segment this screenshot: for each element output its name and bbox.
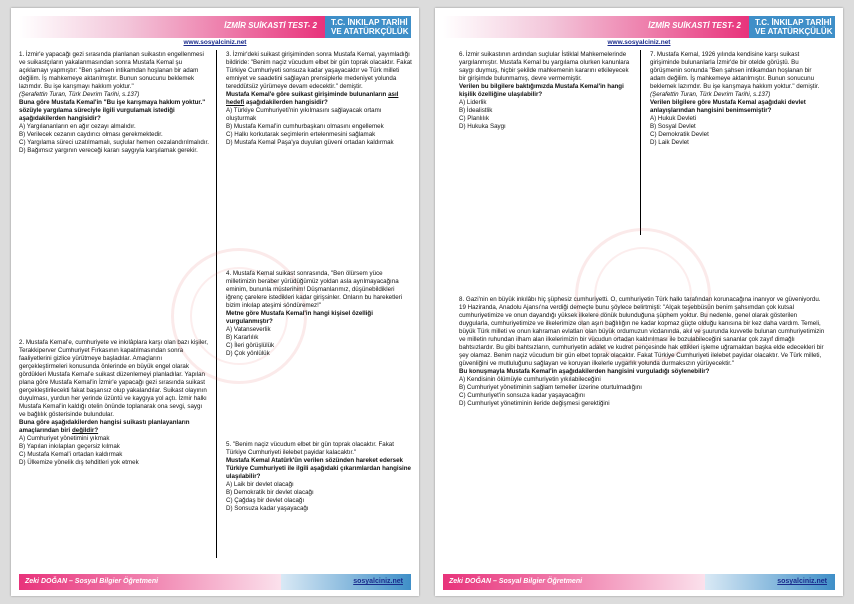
question-2-prompt-main: Buna göre aşağıdakilerden hangisi suikastı planlayanların amaçlarından biri — [19, 419, 190, 434]
question-4-text: 4. Mustafa Kemal suikast sonrasında, "Ben ölürsem yüce milletimizin beraber yürüdüğümüz yoldan asla ayrılmayacağına eminim, bununla müsterihim! Düşmanlarımız, düşünebildikleri iğrenç çarelere istedikleri kadar girişsinler. Onların bu hareketleri bizim inkılap ateşimi söndüremez!" — [226, 270, 403, 309]
option-c[interactable]: C) Planlılık — [459, 115, 489, 122]
option-d[interactable]: D) Bağımsız yargının vereceği kararı saygıyla karşılamak gerekir. — [19, 147, 198, 154]
option-c[interactable]: C) İleri görüşlülük — [226, 342, 275, 349]
option-b[interactable]: B) Verilecek cezanın caydırıcı olması gerekmektedir. — [19, 131, 163, 138]
page-right — [435, 8, 843, 596]
question-5-prompt: Mustafa Kemal Atatürk'ün verilen sözünden hareket edersek Türkiye Cumhuriyeti ile ilgili aşağıdaki çıkarımlardan hangisine ulaşılabilir? — [226, 457, 411, 480]
option-d[interactable]: D) Mustafa Kemal Paşa'ya duyulan güveni ortadan kaldırmak — [226, 139, 394, 146]
question-6-text: 6. İzmir suikastının ardından suçlular İstiklal Mahkemelerinde yargılanmıştır. Mustafa Kemal bu yargılama olurken kanunlara saygı duymuş, hiçbir şekilde mahkemenin kararını etkileyecek bir girişimde bulunmamış, devre vermemiştir. — [459, 51, 630, 82]
question-8-text: 8. Gazi'nin en büyük inkılâbı hiç şüphesiz cumhuriyetti. O, cumhuriyetin Türk halkı tarafından korunacağına inanıyor ve güveniyordu. 19 Haziranda, Anadolu Ajansı'na verdiği demeçte bunu şöylece belirtmişti: "Alçak teşebbüsün benim şahsımdan çok kutsal cumhuriyetimize ve onun dayandığı yüksek ilkelere dönük bulunduğuna şüphem yoktur. Bu nedenle, genel olarak gösterilen duygularla, cumhuriyetimize ve ilkelerimize olan aşırı bağlılığın ne kadar kopmaz güçte olduğu kanısına bir kez daha vardım. Temeli, büyük Türk milleti ve onun kahraman evlatları olan büyük ordumuzun vicdanında, akıl ve şuurunda kuvvetle bulunan cumhuriyetimizin ve milletin ruhundan ilham alan ilkelerimizin bir vücudun ortadan kaldırılması ile bozulabileceğini sananlar çok zayıf dimağlı bahtsızlardır. Bu gibi bahtsızların, cumhuriyetin adalet ve kudret pençesinde hak ettikleri işleme uğramaktan başka elde edecekleri bir şey olamaz. Benim naçiz vücudum bir gün elbet toprak olacaktır. Fakat Türkiye Cumhuriyeti ilelebet payidar olacaktır. Ve Türk milleti, güvenliğini ve mutluluğunu sağlayan ve koruyan ilkelerle uygarlık yolunda durmaksızın yürüyecektir." — [459, 296, 825, 367]
page-footer — [19, 574, 411, 590]
question-7-source: (Şerafettin Turan, Türk Devrim Tarihi, s.137) — [650, 91, 771, 98]
test-title: İZMİR SUİKASTİ TEST- 2 — [19, 16, 325, 38]
option-a[interactable]: A) Yargılananların en ağır cezayı almalıdır. — [19, 123, 136, 130]
footer-site-link[interactable]: sosyalciniz.net — [705, 574, 835, 590]
option-a[interactable]: A) Laik bir devlet olacağı — [226, 481, 294, 488]
footer-site-link[interactable]: sosyalciniz.net — [281, 574, 411, 590]
option-d[interactable]: D) Çok yönlülük — [226, 350, 270, 357]
course-title-line1: T.C. İNKILAP TARİHİ — [755, 18, 832, 27]
option-c[interactable]: C) Cumhuriyet'in sonsuza kadar yaşayacağını — [459, 392, 586, 399]
question-1-text: 1. İzmir'e yapacağı gezi sırasında planlanan suikastın engellenmesi ve suikastçıların yakalanmasından sonra Mustafa Kemal şu açıklamayı yapmıştır: "Ben şahsen intikamdan hoşlanan bir adam değilim. İş mahkemeye aktarılmıştır. Bunun sonucunu beklemek lazımdır. Bu işe karışmayı hakkım yoktur." — [19, 51, 204, 90]
question-7-prompt: Verilen bilgilere göre Mustafa Kemal aşağıdaki devlet anlayışlarından hangisini benimsemiştir? — [650, 99, 806, 114]
question-3-text: 3. İzmir'deki suikast girişiminden sonra Mustafa Kemal, yayımladığı bildiride: "Benim naçiz vücudum elbet bir gün toprak olacaktır. Fakat Türkiye Cumhuriyeti sonsuza kadar yaşayacaktır ve Türk milleti emniyet ve saadetini sağlayan prensiplerle medeniyet yolunda tereddütsüz yürümeye devam edecektir." demiştir. — [226, 51, 412, 90]
course-title-line1: T.C. İNKILAP TARİHİ — [331, 18, 408, 27]
question-3 — [226, 51, 412, 147]
question-3-key-phrase: asıl hedefi — [226, 91, 399, 106]
question-2-prompt — [19, 419, 209, 435]
question-4 — [226, 270, 412, 358]
option-b[interactable]: B) Cumhuriyet yönetiminin sağlam temeller üzerine oturtulmadığını — [459, 384, 642, 391]
option-d[interactable]: D) Laik Devlet — [650, 139, 689, 146]
page-footer — [443, 574, 835, 590]
course-title — [325, 16, 411, 38]
option-a[interactable]: A) Cumhuriyet yönetimini yıkmak — [19, 435, 110, 442]
option-c[interactable]: C) Halkı korkutarak seçimlerin ertelenmesini sağlamak — [226, 131, 376, 138]
option-b[interactable]: B) Mustafa Kemal'in cumhurbaşkanı olmasını engellemek — [226, 123, 384, 130]
question-2-text: 2. Mustafa Kemal'e, cumhuriyete ve inkılâplara karşı olan bazı kişiler, Terakkiperver Cumhuriyet Fırkasının kapatılmasından sonra faaliyetlerini gizlice yürütmeye başladılar. Amaçlarını gerçekleştirmeleri konusunda önlerinde en büyük engel olarak gördükleri Mustafa Kemal'e suikast düzenlemeyi planladılar. Yapılan plana göre Mustafa Kemal'in İzmir'e yapacağı gezi sırasında suikast gerçekleştirilecekti fakat başarısız olup yakalandılar. Suikast olayının duyulması, yurdun her yerinde üzüntü ve kaygıya yol açtı. İzmir halkı Mustafa Kemal'in kaldığı otelin önünde toplanarak ona sevgi, saygı ve bağlılık gösterisinde bulundular. — [19, 339, 208, 418]
question-7 — [650, 51, 826, 147]
question-7-text: 7. Mustafa Kemal, 1926 yılında kendisine karşı suikast girişiminde bulunanlarla İzmir'de bir otelde görüştü. Bu görüşmenin sonunda "Ben şahsen intikamdan hoşlanan bir adam değilim. İş mahkemeye aktarılmıştır. Bunun sonucunu beklemek lazımdır. Bu işe karışmaya hakkım yoktur." demiştir. — [650, 51, 820, 90]
question-4-prompt: Metne göre Mustafa Kemal'in hangi kişisel özelliği vurgulanmıştır? — [226, 310, 373, 325]
option-d[interactable]: D) Ülkemize yönelik dış tehditleri yok etmek — [19, 459, 139, 466]
option-d[interactable]: D) Cumhuriyet yönetiminin ileride değişmesi gerektiğini — [459, 400, 610, 407]
question-6-prompt: Verilen bu bilgilere baktığımızda Mustafa Kemal'in hangi kişilik özelliğine ulaşılabilir? — [459, 83, 624, 98]
page-left — [11, 8, 419, 596]
option-c[interactable]: C) Çağdaş bir devlet olacağı — [226, 497, 305, 504]
test-title: İZMİR SUİKASTİ TEST- 2 — [443, 16, 749, 38]
question-2 — [19, 339, 209, 467]
option-c[interactable]: C) Mustafa Kemal'i ortadan kaldırmak — [19, 451, 123, 458]
option-d[interactable]: D) Sonsuza kadar yaşayacağı — [226, 505, 309, 512]
site-link[interactable]: www.sosyalciniz.net — [607, 39, 671, 46]
question-8-prompt: Bu konuşmayla Mustafa Kemal'in aşağıdakilerden hangisini vurguladığı söylenebilir? — [459, 368, 710, 375]
option-b[interactable]: B) Kararlılık — [226, 334, 259, 341]
question-3-prompt-end: aşağıdakilerden hangisidir? — [245, 99, 328, 106]
option-b[interactable]: B) Yapılan inkılapları geçersiz kılmak — [19, 443, 120, 450]
course-title — [749, 16, 835, 38]
option-b[interactable]: B) Demokratik bir devlet olacağı — [226, 489, 314, 496]
option-c[interactable]: C) Demokratik Devlet — [650, 131, 709, 138]
page-header — [19, 16, 411, 38]
question-5 — [226, 441, 412, 513]
question-3-prompt-main: Mustafa Kemal'e göre suikast girişiminde bulunanların — [226, 91, 387, 98]
footer-author: Zeki DOĞAN – Sosyal Bilgier Öğretmeni — [19, 574, 281, 590]
footer-author: Zeki DOĞAN – Sosyal Bilgier Öğretmeni — [443, 574, 705, 590]
option-a[interactable]: A) Hukuk Devleti — [650, 115, 697, 122]
option-a[interactable]: A) Kendisinin ölümüyle cumhuriyetin yıkılabileceğini — [459, 376, 601, 383]
option-b[interactable]: B) Sosyal Devlet — [650, 123, 696, 130]
question-1 — [19, 51, 209, 155]
question-8 — [459, 296, 826, 408]
option-b[interactable]: B) İdealistlik — [459, 107, 493, 114]
course-title-line2: VE ATATÜRKÇÜLÜK — [331, 27, 409, 36]
question-2-negative-word: değildir? — [71, 427, 99, 434]
option-c[interactable]: C) Yargılama süreci uzatılmamalı, suçlular hemen cezalandırılmalıdır. — [19, 139, 209, 146]
option-a[interactable]: A) Vatanseverlik — [226, 326, 271, 333]
option-a[interactable]: A) Türkiye Cumhuriyeti'nin yıkılmasını sağlayacak ortamı oluşturmak — [226, 107, 382, 122]
question-1-prompt: Buna göre Mustafa Kemal'in "Bu işe karışmaya hakkım yoktur." sözüyle yargılama süreciyle ilgili vurgulamak istediği aşağıdakilerden hangisidir? — [19, 99, 206, 122]
question-3-prompt — [226, 91, 412, 107]
question-5-text: 5. "Benim naçiz vücudum elbet bir gün toprak olacaktır. Fakat Türkiye Cumhuriyeti ilelebet payidar kalacaktır." — [226, 441, 394, 456]
page-header — [443, 16, 835, 38]
column-divider — [640, 50, 641, 235]
site-link[interactable]: www.sosyalciniz.net — [183, 39, 247, 46]
question-1-source: (Şerafettin Turan, Türk Devrim Tarihi, s.137) — [19, 91, 140, 98]
option-d[interactable]: D) Hukuka Saygı — [459, 123, 506, 130]
question-6 — [459, 51, 633, 131]
option-a[interactable]: A) Liderlik — [459, 99, 487, 106]
course-title-line2: VE ATATÜRKÇÜLÜK — [755, 27, 833, 36]
